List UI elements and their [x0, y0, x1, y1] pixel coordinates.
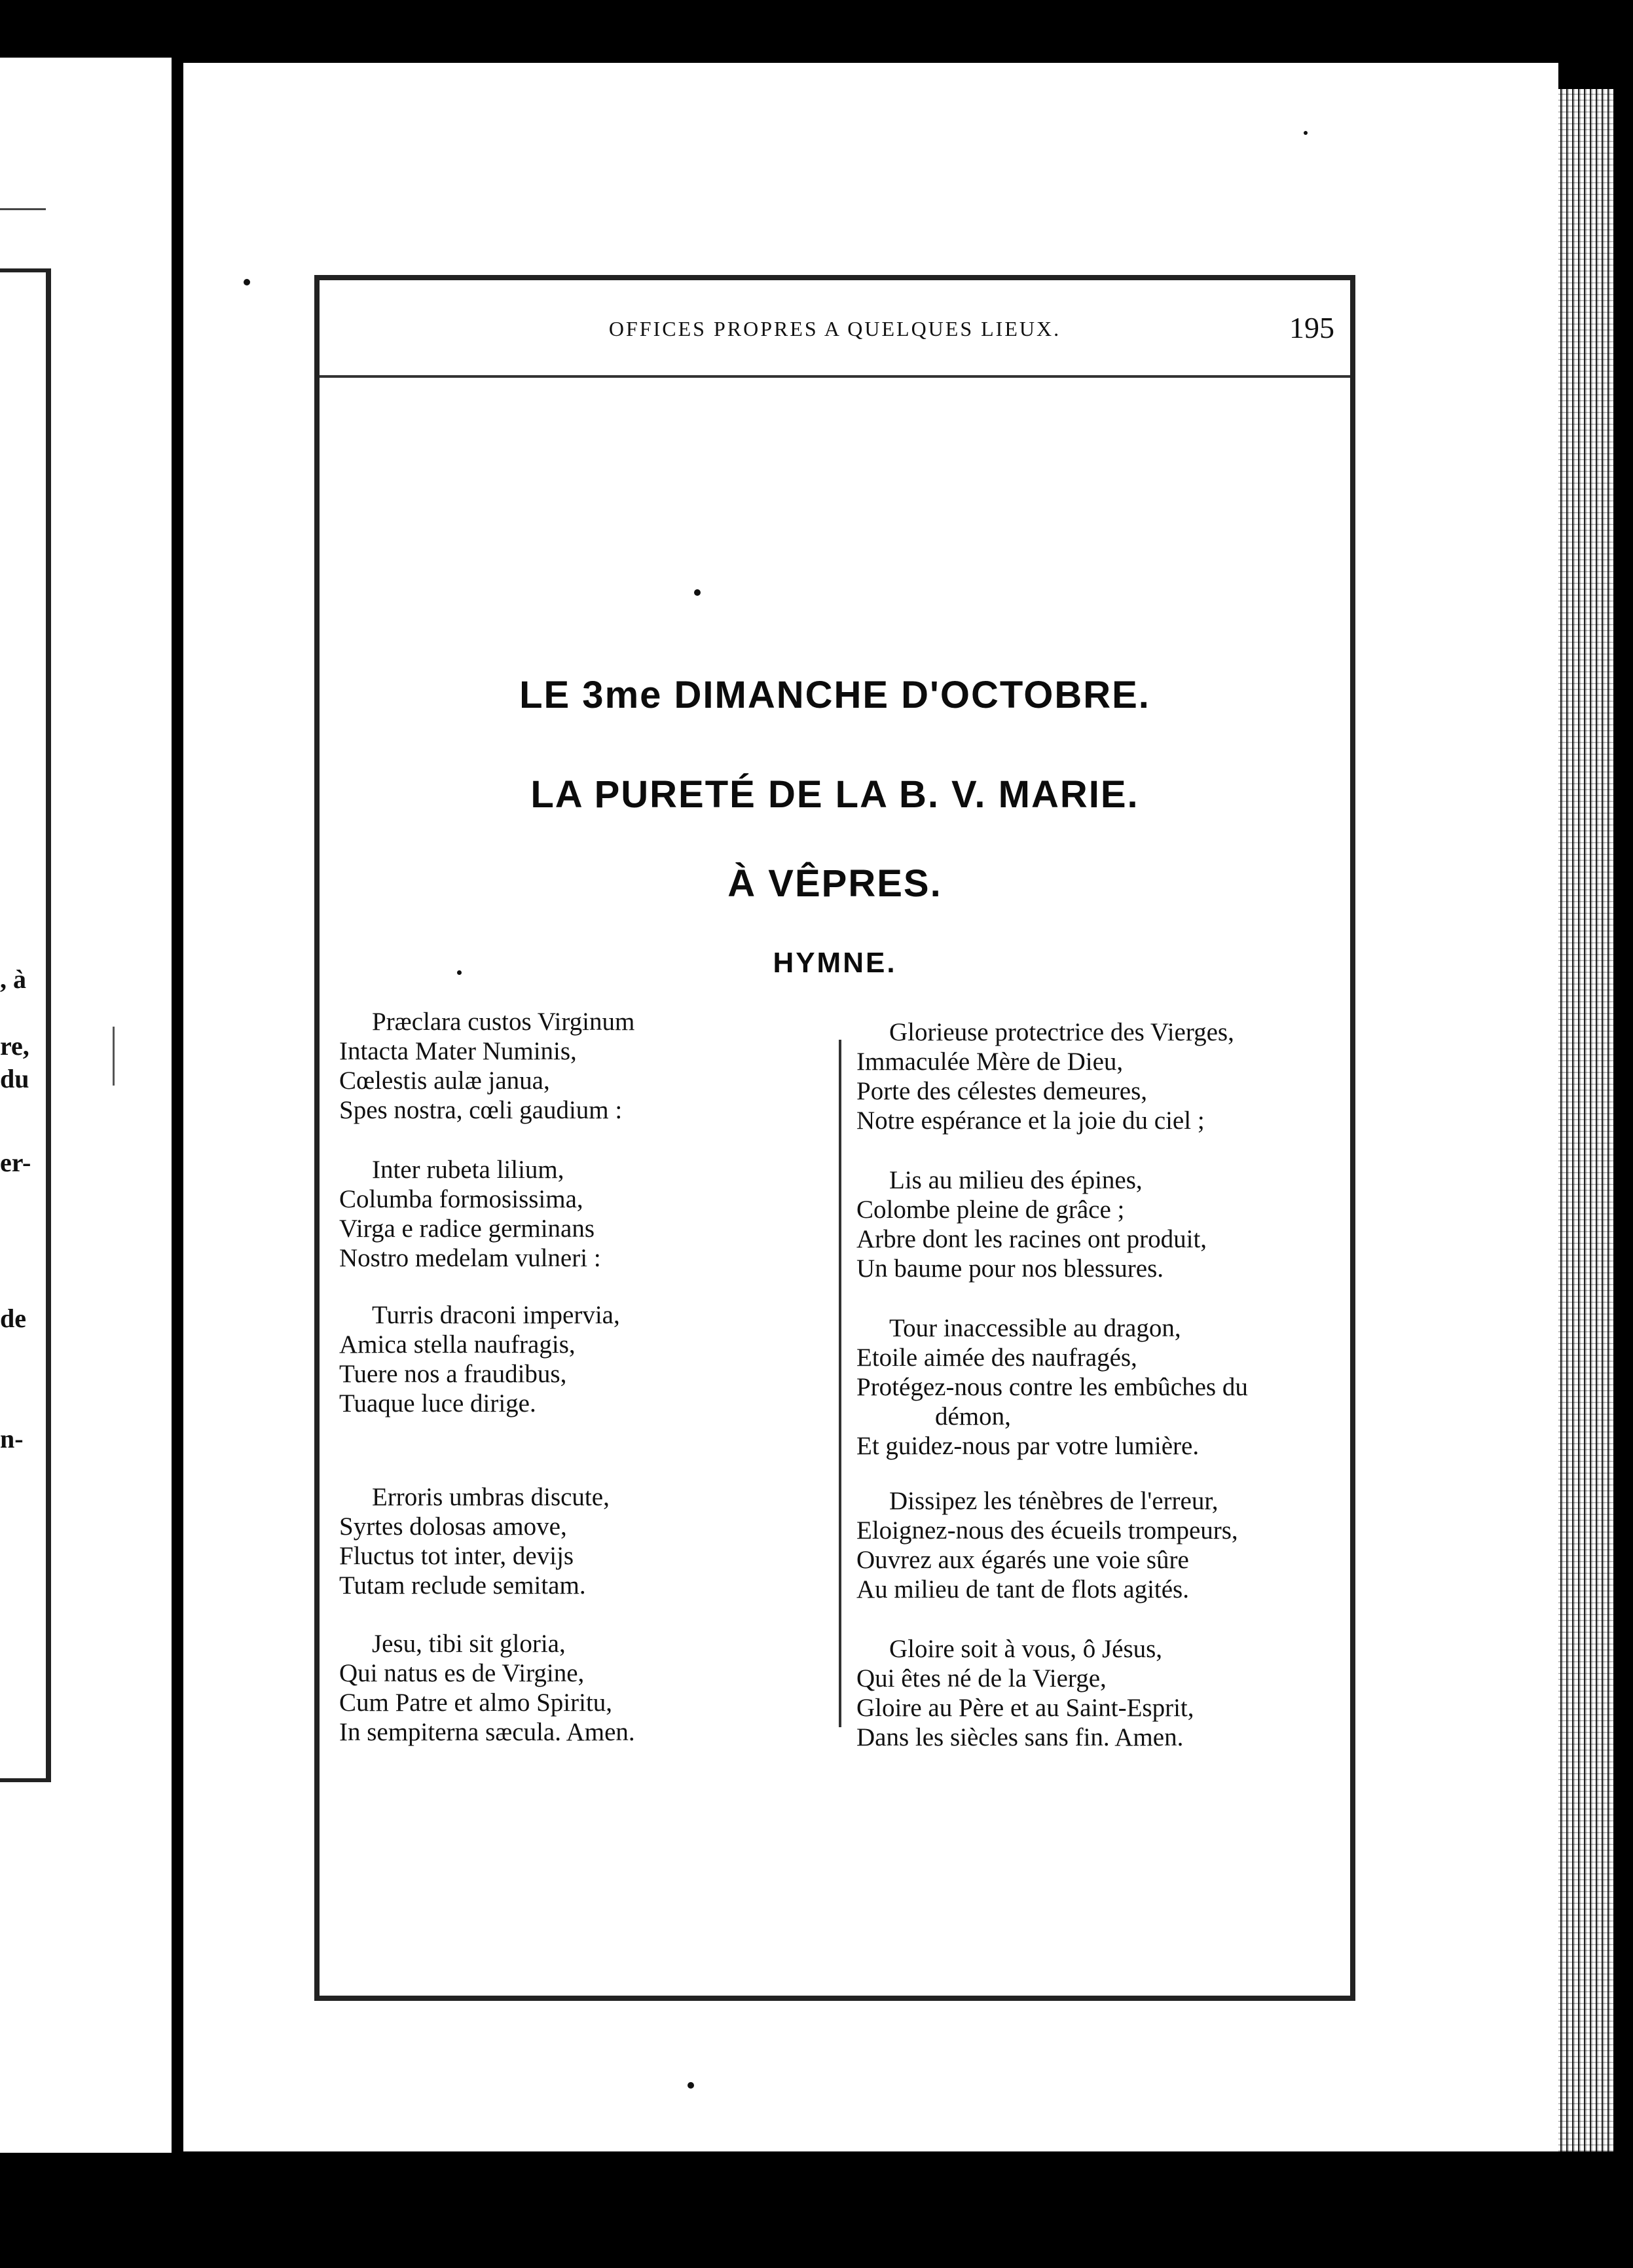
verse-line: Nostro medelam vulneri : — [339, 1244, 601, 1272]
french-stanza — [856, 1313, 1341, 1461]
text-frame — [314, 275, 1355, 2001]
verse-line: Præclara custos Virginum — [372, 1008, 635, 1036]
facing-page-fragment: de — [0, 1304, 26, 1333]
verse-line: Dans les siècles sans fin. Amen. — [856, 1723, 1184, 1751]
verse-line: Qui êtes né de la Vierge, — [856, 1664, 1107, 1692]
running-head: OFFICES PROPRES A QUELQUES LIEUX. — [608, 317, 1061, 340]
verse-line: Immaculée Mère de Dieu, — [856, 1048, 1124, 1076]
verse-line: Etoile aimée des naufragés, — [856, 1344, 1137, 1372]
verse-line: Qui natus es de Virgine, — [339, 1659, 585, 1687]
verse-line: Turris draconi impervia, — [372, 1301, 620, 1329]
verse-line: Tuaque luce dirige. — [339, 1389, 536, 1418]
verse-line: Tutam reclude semitam. — [339, 1571, 586, 1600]
verse-line: Spes nostra, cœli gaudium : — [339, 1096, 623, 1124]
facing-page-fragment: , à — [0, 964, 26, 994]
facing-page-fragment: n- — [0, 1424, 24, 1454]
title-vespers: À VÊPRES. — [727, 862, 942, 905]
verse-line: Erroris umbras discute, — [372, 1483, 610, 1511]
verse-line: Porte des célestes demeures, — [856, 1077, 1148, 1105]
gutter-mark — [113, 1027, 115, 1086]
verse-line: Un baume pour nos blessures. — [856, 1254, 1164, 1283]
page-number: 195 — [1289, 311, 1334, 344]
verse-line: Et guidez-nous par votre lumière. — [856, 1432, 1200, 1460]
verse-line: Au milieu de tant de flots agités. — [856, 1575, 1189, 1603]
latin-stanza — [339, 1300, 778, 1418]
verse-line: Virga e radice germinans — [339, 1215, 595, 1243]
verse-line: Amica stella naufragis, — [339, 1330, 576, 1359]
verse-line: Gloire au Père et au Saint-Esprit, — [856, 1694, 1194, 1722]
facing-page-fragment: er- — [0, 1148, 31, 1177]
verse-line: Arbre dont les racines ont produit, — [856, 1225, 1207, 1253]
latin-stanza — [339, 1007, 778, 1125]
verse-line: Inter rubeta lilium, — [372, 1156, 564, 1184]
verse-line: Fluctus tot inter, devijs — [339, 1542, 574, 1570]
verse-line: Dissipez les ténèbres de l'erreur, — [889, 1487, 1219, 1515]
verse-line: Tuere nos a fraudibus, — [339, 1360, 567, 1388]
header-rule — [320, 375, 1350, 378]
verse-line: démon, — [935, 1402, 1011, 1431]
speck — [1304, 131, 1308, 135]
verse-line: Notre espérance et la joie du ciel ; — [856, 1107, 1205, 1135]
title-hymn: HYMNE. — [773, 947, 897, 979]
speck — [244, 279, 250, 285]
verse-line: Gloire soit à vous, ô Jésus, — [889, 1635, 1163, 1663]
speck — [694, 589, 701, 596]
page-stack-edge — [1558, 89, 1613, 2151]
verse-line: Protégez-nous contre les embûches du — [856, 1373, 1248, 1401]
verse-line: Intacta Mater Numinis, — [339, 1037, 577, 1065]
latin-stanza — [339, 1629, 778, 1747]
facing-page-rule — [0, 208, 46, 210]
verse-line: Columba formosissima, — [339, 1185, 583, 1213]
verse-line: Cœlestis aulæ janua, — [339, 1067, 550, 1095]
verse-line: Syrtes dolosas amove, — [339, 1512, 567, 1541]
verse-line: Jesu, tibi sit gloria, — [372, 1630, 566, 1658]
speck — [688, 2082, 694, 2089]
verse-line: Lis au milieu des épines, — [889, 1166, 1143, 1194]
facing-page-fragment: du — [0, 1064, 29, 1093]
verse-line: Colombe pleine de grâce ; — [856, 1196, 1125, 1224]
verse-line: Cum Patre et almo Spiritu, — [339, 1689, 613, 1717]
latin-stanza — [339, 1482, 778, 1600]
speck — [457, 970, 462, 975]
verse-line: Tour inaccessible au dragon, — [889, 1314, 1181, 1342]
verse-line: Glorieuse protectrice des Vierges, — [889, 1018, 1234, 1046]
facing-page-frame — [0, 268, 51, 1782]
french-stanza — [856, 1486, 1341, 1604]
title-feast: LA PURETÉ DE LA B. V. MARIE. — [530, 773, 1139, 816]
column-divider — [839, 1040, 841, 1727]
title-sunday: LE 3me DIMANCHE D'OCTOBRE. — [519, 674, 1150, 716]
verse-line: Eloignez-nous des écueils trompeurs, — [856, 1516, 1238, 1545]
verse-line: In sempiterna sæcula. Amen. — [339, 1718, 635, 1746]
french-stanza — [856, 1634, 1341, 1752]
latin-stanza — [339, 1155, 778, 1273]
facing-page-left — [0, 58, 172, 2153]
facing-page-fragment: re, — [0, 1031, 29, 1061]
french-stanza — [856, 1017, 1341, 1135]
french-stanza — [856, 1165, 1341, 1283]
verse-line: Ouvrez aux égarés une voie sûre — [856, 1546, 1189, 1574]
